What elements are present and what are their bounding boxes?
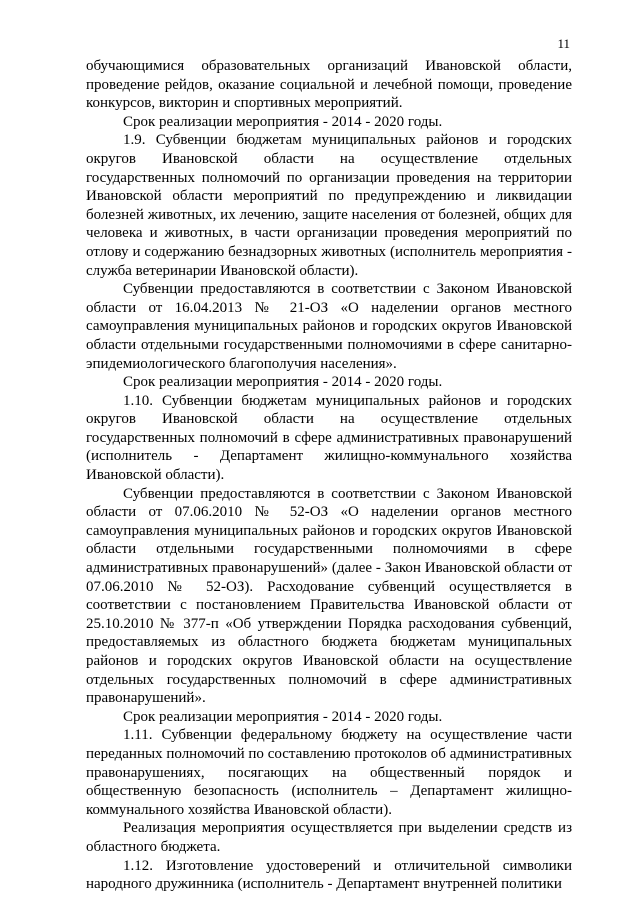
paragraph-item-1-9: 1.9. Субвенции бюджетам муниципальных районов и городских округов Ивановской области на осуществление отдельных государственных полномочий по организации проведения на территории Ивановской области мероприятий по предупреждению и ликвидации болезней животных, их лечению, защите населения от болезней, общих для человека и животных, в части организации проведения мероприятий по отлову и содержанию безнадзорных животных (исполнитель мероприятия - служба ветеринарии Ивановской области). [86,132,572,279]
paragraph-item-1-12: 1.12. Изготовление удостоверений и отличительной символики народного дружинника (исполнитель - Департамент внутренней политики [86,857,572,893]
paragraph-deadline: Срок реализации мероприятия - 2014 - 2020 годы. [123,708,443,725]
paragraph-deadline: Срок реализации мероприятия - 2014 - 2020 годы. [123,374,443,391]
paragraph-item-1-10: 1.10. Субвенции бюджетам муниципальных районов и городских округов Ивановской области на осуществление отдельных государственных полномочий в сфере административных правонарушений (исполнитель - Департамент жилищно-коммунального хозяйства Ивановской области). [86,392,572,484]
document-body [86,57,572,894]
paragraph-item-1-11: 1.11. Субвенции федеральному бюджету на осуществление части переданных полномочий по составлению протоколов об административных правонарушениях, посягающих на общественный порядок и общественную безопасность (исполнитель – Департамент жилищно-коммунального хозяйства Ивановской области). [86,727,572,818]
paragraph-subvention-basis: Субвенции предоставляются в соответствии с Законом Ивановской области от 16.04.2013 № 21-ОЗ «О наделении органов местного самоуправления муниципальных районов и городских округов Ивановской области отдельными государственными полномочиями в сфере санитарно-эпидемиологического благополучия населения». [86,281,572,372]
paragraph-deadline: Срок реализации мероприятия - 2014 - 2020 годы. [123,113,443,130]
paragraph-continuation: обучающимися образовательных организаций Ивановской области, проведение рейдов, оказание социальной и лечебной помощи, проведение конкурсов, викторин и спортивных мероприятий. [86,58,572,112]
page-number: 11 [557,36,570,51]
paragraph-funding-note: Реализация мероприятия осуществляется при выделении средств из областного бюджета. [86,820,572,855]
paragraph-subvention-basis: Субвенции предоставляются в соответствии с Законом Ивановской области от 07.06.2010 № 52-ОЗ «О наделении органов местного самоуправления муниципальных районов и городских округов Ивановской области отдельными государственными полномочиями в сфере административных правонарушений» (далее - Закон Ивановской области от 07.06.2010 № 52-ОЗ). Расходование субвенций осуществляется в соответствии с постановлением Правительства Ивановской области от 25.10.2010 № 377-п «Об утверждении Порядка расходования субвенций, предоставляемых из областного бюджета бюджетам муниципальных районов и городских округов Ивановской области на осуществление отдельных государственных полномочий в сфере административных правонарушений». [86,485,572,707]
